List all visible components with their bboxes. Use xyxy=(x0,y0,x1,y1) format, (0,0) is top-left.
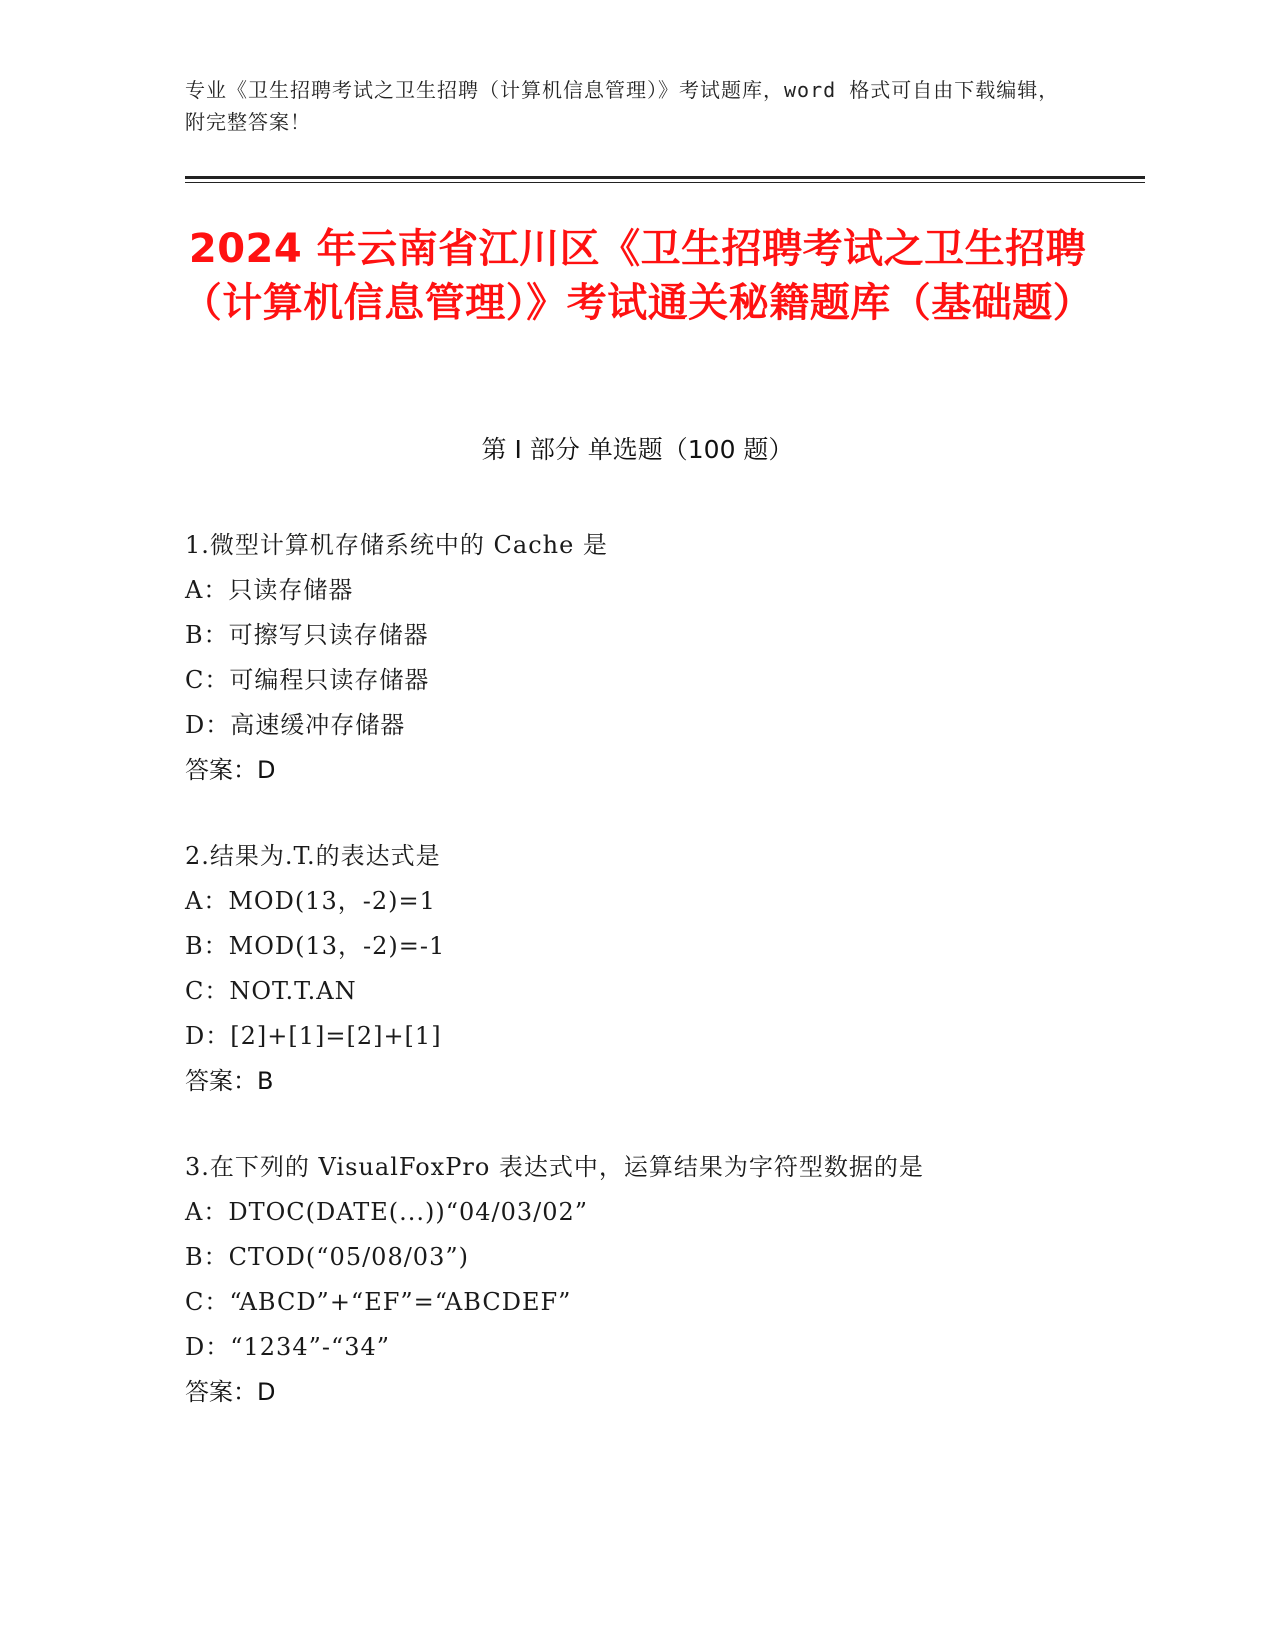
option-d: D：[2]+[1]=[2]+[1] xyxy=(185,1022,442,1050)
option-b: B：可擦写只读存储器 xyxy=(185,621,429,649)
option-a: A：只读存储器 xyxy=(185,576,354,604)
section-heading: 第 I 部分 单选题（100 题） xyxy=(481,435,794,464)
answer-line: 答案：D xyxy=(185,756,276,784)
header-divider-thick xyxy=(185,176,1145,179)
option-b: B：CTOD(“05/08/03”) xyxy=(185,1243,469,1271)
header-note: 专业《卫生招聘考试之卫生招聘（计算机信息管理）》考试题库，word 格式可自由下载编辑，附完整答案！ xyxy=(185,78,1060,134)
header-divider-thin xyxy=(185,182,1145,183)
answer-line: 答案：B xyxy=(185,1067,274,1095)
question-stem: 1.微型计算机存储系统中的 Cache 是 xyxy=(185,531,608,559)
question-3 xyxy=(185,1145,1125,1415)
question-list xyxy=(185,523,1125,1456)
option-b: B：MOD(13，-2)=-1 xyxy=(185,932,446,960)
document-title: 2024 年云南省江川区《卫生招聘考试之卫生招聘（计算机信息管理）》考试通关秘籍题库（基础题） xyxy=(181,226,1094,326)
question-1 xyxy=(185,523,1125,793)
option-d: D：“1234”-“34” xyxy=(185,1333,391,1361)
option-a: A：DTOC(DATE(...))“04/03/02” xyxy=(185,1198,589,1226)
answer-line: 答案：D xyxy=(185,1378,276,1406)
option-c: C：NOT.T.AN xyxy=(185,977,357,1005)
question-2 xyxy=(185,834,1125,1104)
option-c: C：可编程只读存储器 xyxy=(185,666,430,694)
option-d: D：高速缓冲存储器 xyxy=(185,711,406,739)
question-stem: 3.在下列的 VisualFoxPro 表达式中，运算结果为字符型数据的是 xyxy=(185,1153,924,1181)
option-c: C：“ABCD”+“EF”=“ABCDEF” xyxy=(185,1288,572,1316)
option-a: A：MOD(13，-2)=1 xyxy=(185,887,436,915)
question-stem: 2.结果为.T.的表达式是 xyxy=(185,842,441,870)
